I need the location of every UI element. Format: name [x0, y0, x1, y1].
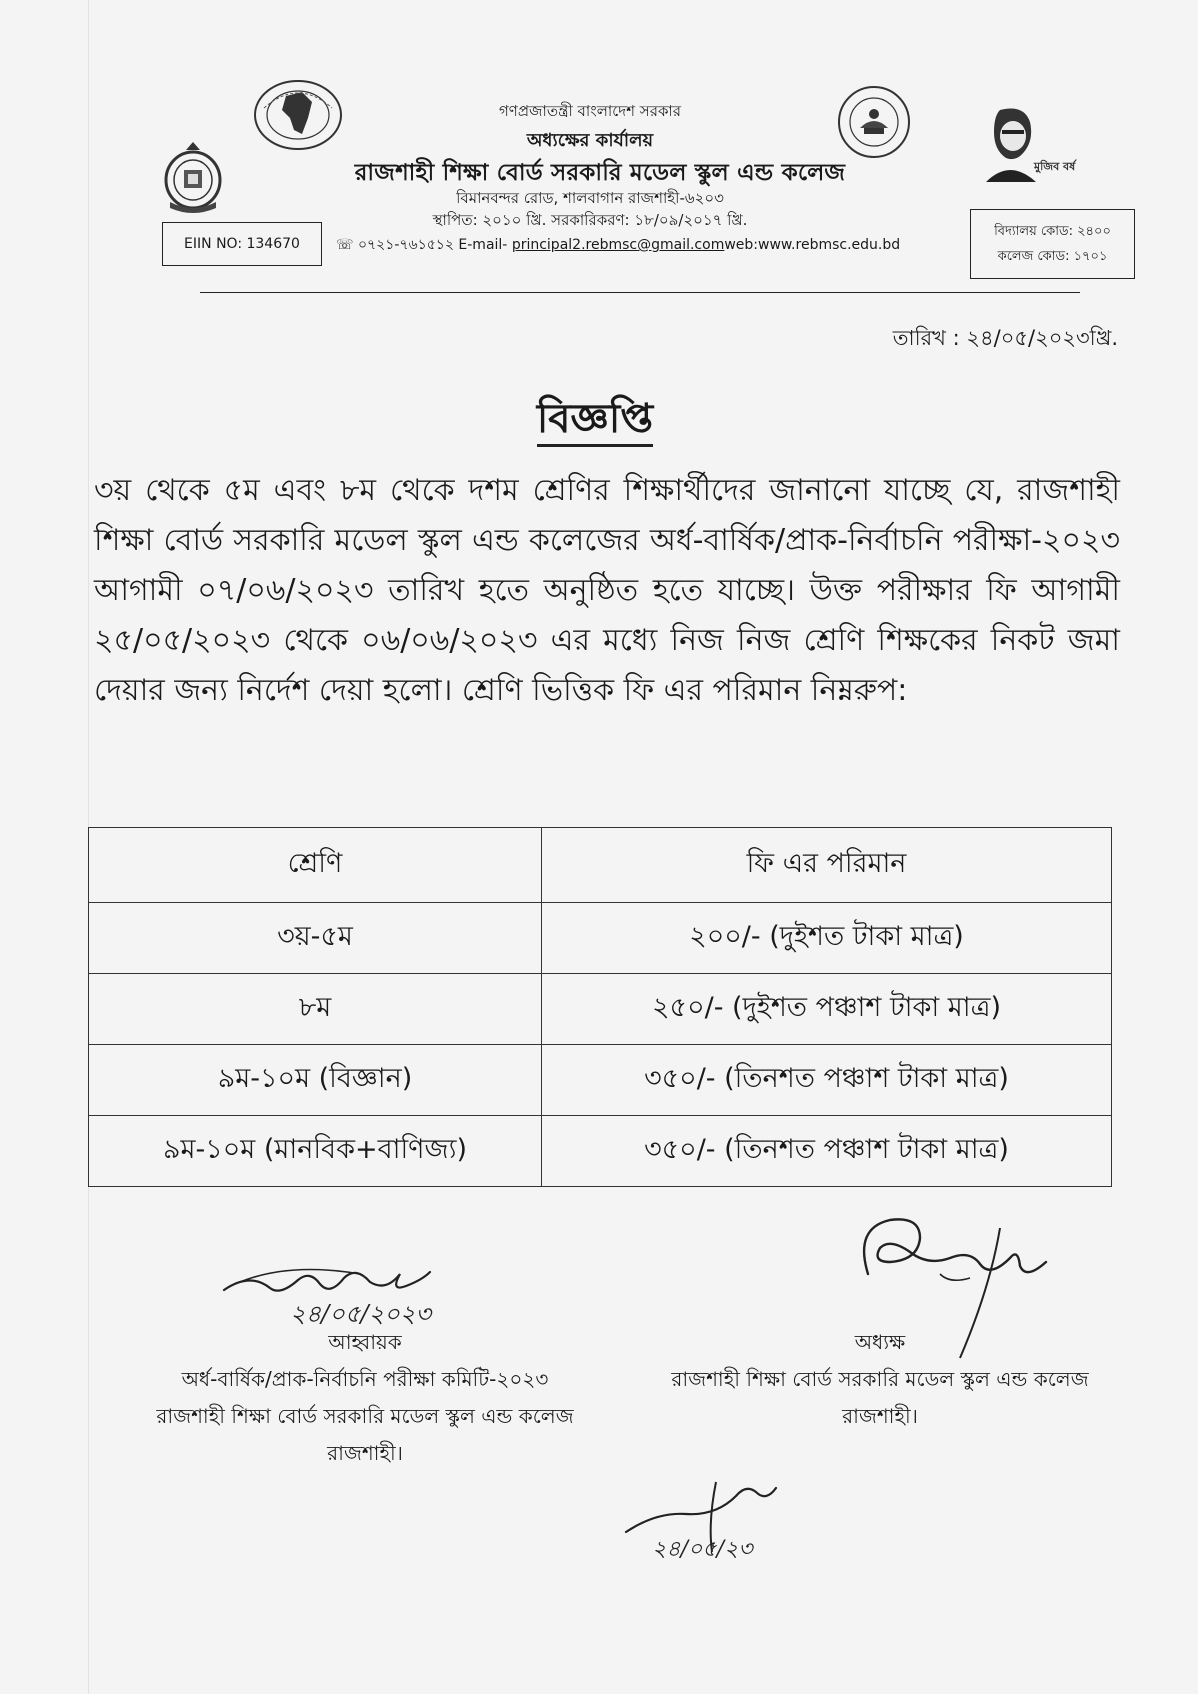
bottom-signature-date: ২৪/০৫/২৩	[652, 1537, 753, 1562]
code-box	[970, 209, 1135, 279]
eiin-box	[162, 222, 322, 266]
institution-address: বিমানবন্দর রোড, শালবাগান রাজশাহী-৬২০৩	[456, 189, 724, 207]
class-cell: ৯ম-১০ম (বিজ্ঞান)	[89, 1045, 542, 1116]
committee-name: অর্ধ-বার্ষিক/প্রাক-নির্বাচনি পরীক্ষা কমিটি-২০২৩	[181, 1367, 549, 1391]
fee-table	[88, 827, 1112, 1187]
table-row	[89, 903, 1112, 974]
class-cell: ৩য়-৫ম	[89, 903, 542, 974]
principal-role: অধ্যক্ষ	[854, 1330, 906, 1354]
phone-number: ☏ ০৭২১-৭৬১৫১২ E-mail-	[336, 237, 512, 253]
convener-block	[100, 1324, 630, 1472]
class-cell: ৮ম	[89, 974, 542, 1045]
header-divider	[200, 292, 1080, 293]
notice-date: তারিখ : ২৪/০৫/২০২৩খ্রি.	[892, 326, 1118, 350]
svg-text:মুজিব বর্ষ: মুজিব বর্ষ	[1034, 160, 1076, 173]
establishment-info: স্থাপিত: ২০১০ খ্রি. সরকারিকরণ: ১৮/০৯/২০১৭ খ্রি.	[432, 211, 748, 229]
notice-title	[430, 387, 760, 454]
mujib-portrait-icon	[980, 104, 1080, 182]
convener-institution: রাজশাহী শিক্ষা বোর্ড সরকারি মডেল স্কুল এন্ড কলেজ	[156, 1404, 574, 1428]
class-column-header: শ্রেণি	[89, 828, 542, 903]
principal-city: রাজশাহী।	[842, 1404, 918, 1428]
fee-column-header: ফি এর পরিমান	[542, 828, 1112, 903]
table-row	[89, 1045, 1112, 1116]
convener-role: আহ্বায়ক	[328, 1330, 402, 1354]
government-name: গণপ্রজাতন্ত্রী বাংলাদেশ সরকার	[498, 102, 682, 120]
notice-body	[94, 466, 1120, 716]
table-row	[89, 974, 1112, 1045]
fee-cell: ২৫০/- (দুইশত পঞ্চাশ টাকা মাত্র)	[542, 974, 1112, 1045]
fee-cell: ২০০/- (দুইশত টাকা মাত্র)	[542, 903, 1112, 974]
convener-signature-date: ২৪/০৫/২০২৩	[290, 1300, 431, 1328]
college-code: কলেজ কোড: ১৭০১	[997, 249, 1108, 264]
bottom-initial-signature	[616, 1452, 806, 1562]
school-code: বিদ্যালয় কোড: ২৪০০	[994, 224, 1111, 239]
class-cell: ৯ম-১০ম (মানবিক+বাণিজ্য)	[89, 1116, 542, 1187]
email-link[interactable]: principal2.rebmsc@gmail.com	[511, 237, 725, 253]
contact-line	[336, 233, 916, 257]
notice-body-paragraph: ৩য় থেকে ৫ম এবং ৮ম থেকে দশম শ্রেণির শিক্ষার্থীদের জানানো যাচ্ছে যে, রাজশাহী শিক্ষা বোর্ড সরকারি মডেল স্কুল এন্ড কলেজের অর্ধ-বার্ষিক/প্রাক-নির্বাচনি পরীক্ষা-২০২৩ আগামী ০৭/০৬/২০২৩ তারিখ হতে অনুষ্ঠিত হতে যাচ্ছে। উক্ত পরীক্ষার ফি আগামী ২৫/০৫/২০২৩ থেকে ০৬/০৬/২০২৩ এর মধ্যে নিজ নিজ শ্রেণি শিক্ষকের নিকট জমা দেয়ার জন্য নির্দেশ দেয়া হলো। শ্রেণি ভিত্তিক ফি এর পরিমান নিম্নরুপ:	[94, 473, 1120, 708]
institution-name: রাজশাহী শিক্ষা বোর্ড সরকারি মডেল স্কুল এন্ড কলেজ	[354, 160, 846, 186]
website-link[interactable]: web:www.rebmsc.edu.bd	[724, 237, 901, 253]
convener-signature	[210, 1252, 510, 1328]
principal-block	[620, 1324, 1140, 1435]
fee-cell: ৩৫০/- (তিনশত পঞ্চাশ টাকা মাত্র)	[542, 1045, 1112, 1116]
table-row	[89, 1116, 1112, 1187]
eiin-number: EIIN NO: 134670	[184, 236, 300, 252]
police-crest-icon	[160, 138, 226, 216]
fee-table-header-row	[89, 828, 1112, 903]
office-name: অধ্যক্ষের কার্যালয়	[526, 130, 654, 151]
principal-institution: রাজশাহী শিক্ষা বোর্ড সরকারি মডেল স্কুল এন্ড কলেজ	[671, 1367, 1089, 1391]
notice-title-text: বিজ্ঞপ্তি	[537, 396, 653, 447]
convener-city: রাজশাহী।	[327, 1441, 403, 1465]
fee-cell: ৩৫০/- (তিনশত পঞ্চাশ টাকা মাত্র)	[542, 1116, 1112, 1187]
